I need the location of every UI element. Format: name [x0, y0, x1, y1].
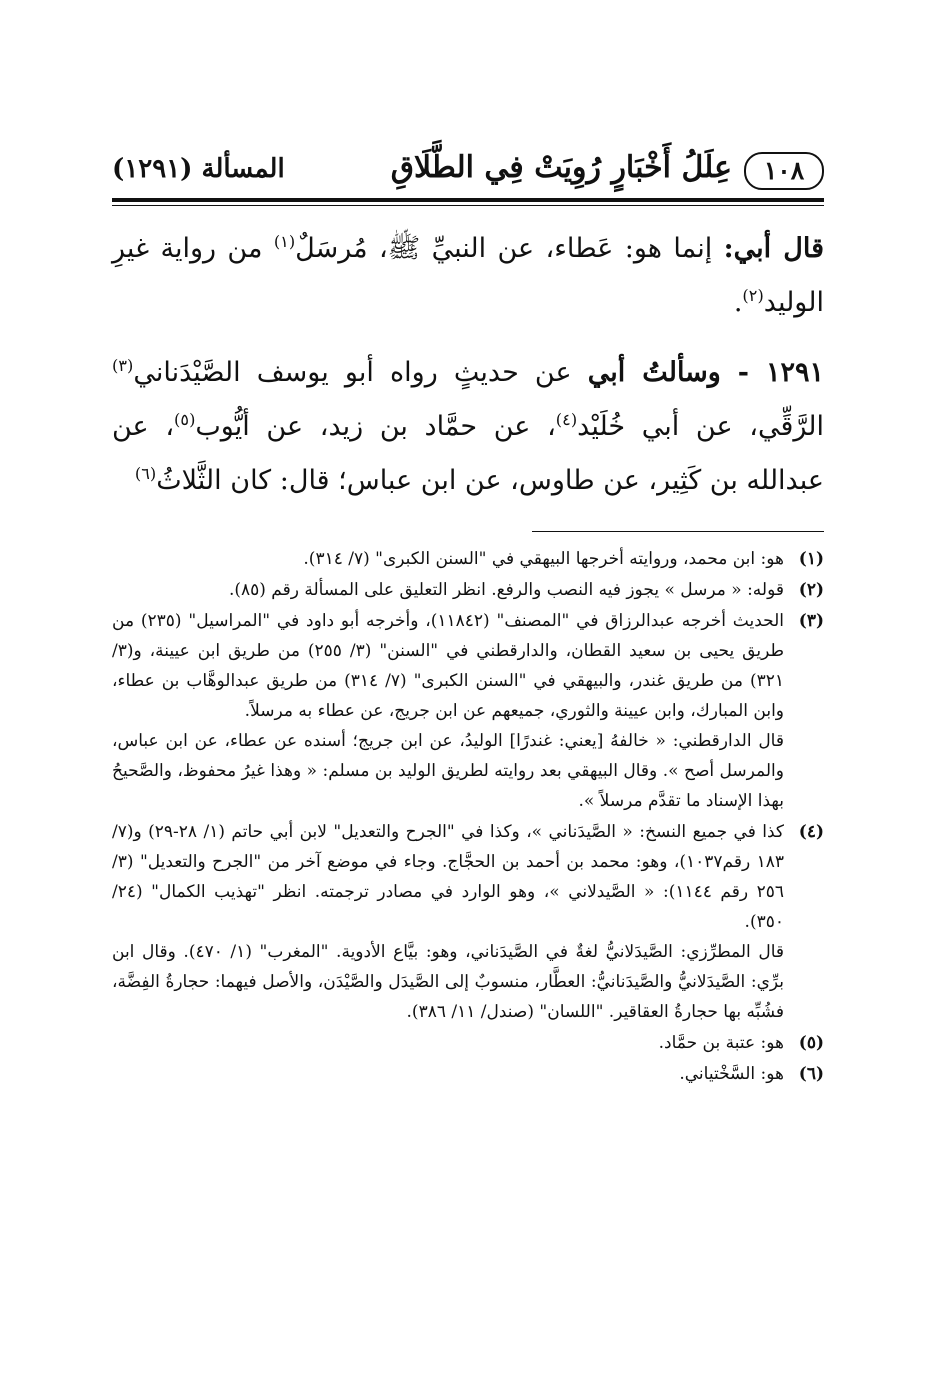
footnote-label: (٢) — [798, 580, 824, 600]
header-rule-thin — [112, 205, 824, 206]
footnote-label: (٣) — [798, 611, 824, 631]
footnote-5 — [112, 1028, 824, 1058]
running-header — [112, 150, 824, 194]
text-span: ، عن عبدالله بن كَثِير، عن طاوس، عن ابن عباس؛ قال: كان الثَّلاثُ — [112, 411, 824, 496]
footnote-4 — [112, 817, 824, 1027]
footnote-label: (٦) — [798, 1064, 824, 1084]
footnote-text: قوله: « مرسل » يجوز فيه النصب والرفع. انظر التعليق على المسألة رقم (٨٥). — [228, 580, 784, 600]
footnote-ref: (٢) — [742, 286, 764, 305]
paragraph-1 — [112, 222, 824, 330]
footnote-ref: (٣) — [112, 356, 134, 375]
text-span: من رواية غيرِ الوليد — [112, 233, 824, 318]
footnote-label: (٥) — [798, 1033, 824, 1053]
text-span: إنما هو: عَطاء، عن النبيِّ ﷺ، مُرسَلٌ — [295, 233, 724, 264]
book-title: عِلَلُ أَخْبَارٍ رُوِيَتْ فِي الطَّلَاقِ — [390, 150, 732, 185]
page-number: ١٠٨ — [744, 152, 824, 190]
footnote-1 — [112, 544, 824, 574]
paragraph-2 — [112, 346, 824, 508]
footnote-text: قال الدارقطني: « خالفهُ [يعني: غندرًا] الوليدُ، عن ابن جريج؛ أسنده عن عطاء، عن ابن عباس، والمرسل أصح ». وقال البيهقي بعد روايته لطريق الوليد بن مسلم: « وهذا غيرُ محفوظ، والصَّحيحُ بهذا الإسناد ما تقدَّم مرسلاً ». — [112, 731, 784, 811]
footnote-label: (١) — [798, 549, 824, 569]
footnote-text: كذا في جميع النسخ: « الصَّيدَناني »، وكذا في "الجرح والتعديل" لابن أبي حاتم (١/ ٢٨-٢٩) و(٧/ ١٨٣ رقم١٠٣٧)، وهو: محمد بن أحمد بن الحجَّاج. وجاء في موضع آخر من "الجرح والتعديل" (٣/ ٢٥٦ رقم ١١٤٤): « الصَّيدلاني »، وهو الوارد في مصادر ترجمته. انظر "تهذيب الكمال" (٢٤/ ٣٥٠). — [112, 822, 785, 932]
footnote-ref: (١) — [273, 232, 296, 251]
footnotes — [112, 544, 824, 1090]
text-span: الرَّقِّي، عن أبي خُلَيْد — [577, 411, 824, 442]
footnote-ref: (٦) — [134, 464, 157, 483]
footnote-ref: (٤) — [555, 410, 578, 429]
footnote-2 — [112, 575, 824, 605]
footnote-text: الحديث أخرجه عبدالرزاق في "المصنف" (١١٨٤٢)، وأخرجه أبو داود في "المراسيل" (٢٣٥) من طريق يحيى بن سعيد القطان، والدارقطني في "السنن" (٣/ ٢٥٥) من طريق ابن عيينة، و(٣/ ٣٢١) من طريق غندر، والبيهقي في "السنن الكبرى" (٧/ ٣١٤) من طريق عبدالوهَّاب بن عطاء، وابن المبارك، وابن عيينة والثوري، جميعهم عن ابن جريج، عن عطاء به مرسلاً. — [112, 611, 785, 721]
footnote-separator — [532, 531, 824, 532]
issue-reference: المسألة (١٢٩١) — [112, 154, 285, 184]
issue-number: ١٢٩١ - وسألتُ أبي — [587, 357, 824, 388]
footnote-label: (٤) — [798, 822, 824, 842]
speaker-lead: قال أبي: — [723, 233, 825, 264]
footnote-3 — [112, 606, 824, 816]
footnote-ref: (٥) — [174, 410, 196, 429]
footnote-text: هو: ابن محمد، وروايته أخرجها البيهقي في "السنن الكبرى" (٧/ ٣١٤). — [303, 549, 784, 569]
header-rule-thick — [112, 198, 824, 202]
footnote-text: قال المطرِّزي: الصَّيدَلانيُّ لغةٌ في الصَّيدَناني، وهو: بيَّاع الأدوية. "المغرب" (١/ ٤٧٠). وقال ابن برِّي: الصَّيدَلانيُّ والصَّيدَنانيُّ: العطَّار، منسوبٌ إلى الصَّيدَل والصَّيْدَن، والأصل فيهما: حجارةُ الفِضَّة، فشُبِّه بها حجارةُ العقاقير. "اللسان" (صندل/ ١١/ ٣٨٦). — [112, 942, 785, 1022]
text-span: ، عن حمَّاد بن زيد، عن أيُّوب — [195, 411, 556, 442]
text-span: . — [733, 287, 743, 318]
main-text — [112, 222, 824, 524]
footnote-text: هو: السَّخْتياني. — [679, 1064, 784, 1084]
footnote-text: هو: عتبة بن حمَّاد. — [658, 1033, 784, 1053]
text-span: عن حديثٍ رواه أبو يوسف الصَّيْدَناني — [133, 357, 588, 388]
footnote-6 — [112, 1059, 824, 1089]
